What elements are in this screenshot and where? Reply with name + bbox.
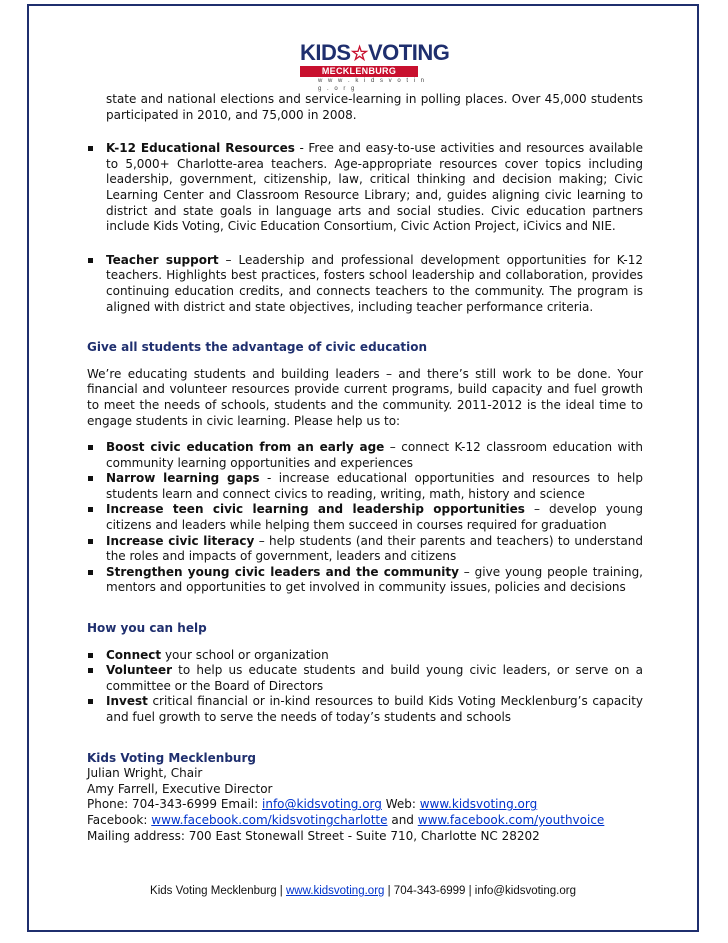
facebook-link-charlotte[interactable]: www.facebook.com/kidsvotingcharlotte	[151, 812, 388, 827]
website-link[interactable]: www.kidsvoting.org	[419, 797, 538, 812]
mailing-address: Mailing address: 700 East Stonewall Street - Suite 710, Charlotte NC 28202	[87, 828, 540, 843]
page-footer: Kids Voting Mecklenburg | www.kidsvoting.org | 704-343-6999 | info@kidsvoting.org	[150, 885, 576, 897]
signature-org: Kids Voting Mecklenburg	[87, 750, 256, 765]
list-item: Increase civic literacy – help students (and their parents and teachers) to understand the roles and impacts of government, leaders and citizens	[87, 534, 643, 565]
contact-line: Phone: 704-343-6999 Email: info@kidsvoting.org Web: www.kidsvoting.org	[87, 797, 538, 812]
star-icon: ☆	[350, 43, 368, 65]
programs-list	[87, 141, 643, 315]
facebook-link-youthvoice[interactable]: www.facebook.com/youthvoice	[417, 812, 605, 827]
list-item: Boost civic education from an early age – connect K-12 classroom education with community learning opportunities and experiences	[87, 440, 643, 471]
list-item: Volunteer to help us educate students and build young civic leaders, or serve on a committee or the Board of Directors	[87, 663, 643, 694]
help-list	[87, 648, 643, 726]
logo-brand-right: VOTING	[368, 40, 450, 65]
list-item: Connect your school or organization	[87, 648, 643, 664]
signature-director: Amy Farrell, Executive Director	[87, 781, 273, 796]
signature-block	[87, 751, 643, 845]
email-link[interactable]: info@kidsvoting.org	[262, 797, 382, 812]
intro-continuation: state and national elections and service-learning in polling places. Over 45,000 students participated in 2010, and 75,000 in 2008.	[106, 92, 643, 122]
logo-brand-left: KIDS	[300, 40, 351, 65]
list-item: Strengthen young civic leaders and the community – give young people training, mentors and opportunities to get involved in community issues, policies and decisions	[87, 565, 643, 596]
list-item: Teacher support – Leadership and professional development opportunities for K-12 teachers. Highlights best practices, fosters school leadership and collaboration, provides continuing education credits, and connects teachers to the community. The program is aligned with district and state objectives, including teacher performance criteria.	[87, 253, 643, 315]
kids-voting-logo	[300, 40, 450, 92]
advantage-paragraph: We’re educating students and building leaders – and there’s still work to be done. Your financial and volunteer resources provide current programs, build capacity and fuel growth to meet the needs of schools, students and the community. 2011-2012 is the ideal time to engage students in civic learning. Please help us to:	[87, 366, 643, 428]
advantage-list	[87, 440, 643, 596]
logo-subtitle: MECKLENBURG	[300, 66, 418, 77]
list-item: K-12 Educational Resources - Free and easy-to-use activities and resources available to 5,000+ Charlotte-area teachers. Age-appropriate resources cover topics including leadership, government, citizenship, law, critical thinking and decision making; Civic Learning Center and Classroom Resource Library; and, guides aligning civic learning to district and state goals in language arts and social studies. Civic education partners include Kids Voting, Civic Education Consortium, Civic Action Project, iCivics and NIE.	[87, 141, 643, 235]
signature-chair: Julian Wright, Chair	[87, 766, 203, 781]
footer-website-link[interactable]: www.kidsvoting.org	[285, 885, 385, 897]
facebook-line: Facebook: www.facebook.com/kidsvotingcharlotte and www.facebook.com/youthvoice	[87, 812, 605, 827]
section-heading-help: How you can help	[87, 621, 207, 636]
list-item: Invest critical financial or in-kind resources to build Kids Voting Mecklenburg’s capacity and fuel growth to serve the needs of today’s students and schools	[87, 694, 643, 725]
section-heading-advantage: Give all students the advantage of civic education	[87, 340, 428, 355]
logo-url: w w w . k i d s v o t i n g . o r g	[318, 78, 427, 92]
list-item: Narrow learning gaps - increase educational opportunities and resources to help students learn and connect civics to reading, writing, math, history and science	[87, 471, 643, 502]
list-item: Increase teen civic learning and leadership opportunities – develop young citizens and leaders while helping them succeed in courses required for graduation	[87, 502, 643, 533]
document-body	[87, 92, 643, 844]
